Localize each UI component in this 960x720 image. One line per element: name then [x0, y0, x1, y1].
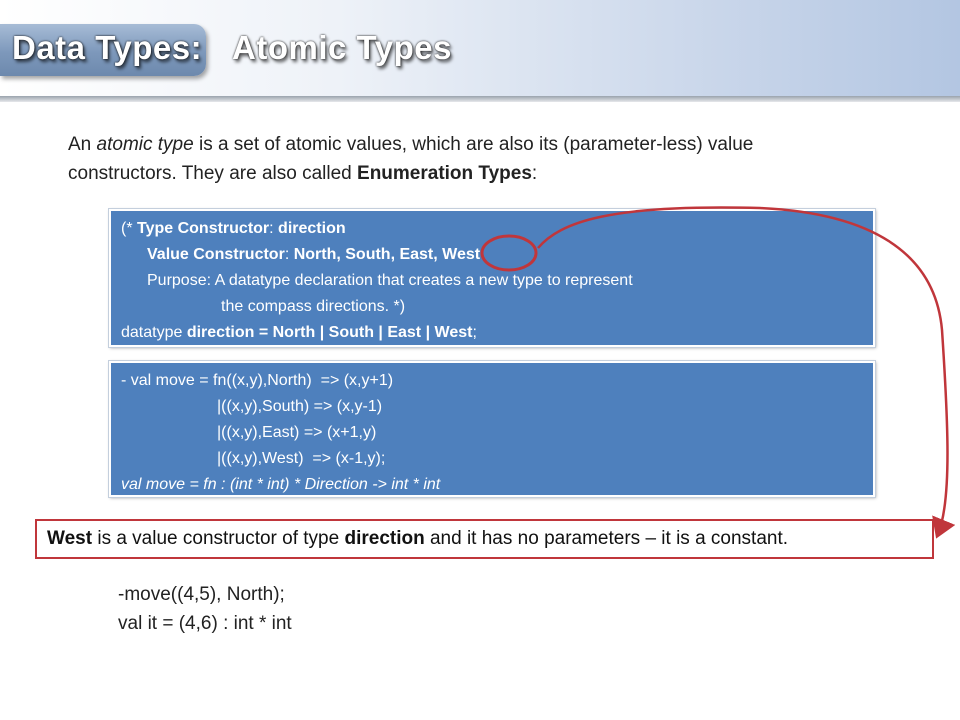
intro-text: constructors. They are also called [68, 163, 358, 184]
code-line: (* Type Constructor: direction [121, 220, 346, 237]
code-line: Purpose: A datatype declaration that creates a new type to represent [147, 272, 633, 289]
code-line: val move = fn : (int * int) * Direction -> int * int [121, 476, 441, 493]
enumeration-types-term: Enumeration Types [357, 163, 532, 184]
code-line: the compass directions. *) [221, 298, 406, 315]
atomic-type-term: atomic type [96, 134, 194, 155]
result-line: -move((4,5), North); [118, 584, 285, 605]
intro-text: An [68, 134, 97, 155]
repl-result [118, 580, 292, 638]
code-line: |((x,y),South) => (x,y-1) [217, 398, 383, 415]
slide-title: Atomic Types [232, 29, 452, 66]
header-divider [0, 96, 960, 102]
west-term: West [47, 528, 93, 549]
west-constant-callout: West is a value constructor of type direction and it has no parameters – it is a constant. [35, 519, 934, 559]
datatype-code-box [109, 209, 875, 347]
code-line: |((x,y),West) => (x-1,y); [217, 450, 386, 467]
code-line: - val move = fn((x,y),North) => (x,y+1) [121, 372, 394, 389]
intro-text: : [531, 163, 538, 184]
code-line: |((x,y),East) => (x+1,y) [217, 424, 377, 441]
intro-text: is a set of atomic values, which are also its (parameter-less) value [193, 134, 754, 155]
code-line: datatype direction = North | South | East | West; [121, 324, 477, 341]
move-function-code-box [109, 361, 875, 497]
code-line: Value Constructor: North, South, East, West [147, 246, 481, 263]
tab-title: Data Types: [12, 29, 203, 66]
direction-term: direction [344, 528, 425, 549]
intro-paragraph [68, 130, 898, 188]
result-line: val it = (4,6) : int * int [118, 613, 292, 634]
